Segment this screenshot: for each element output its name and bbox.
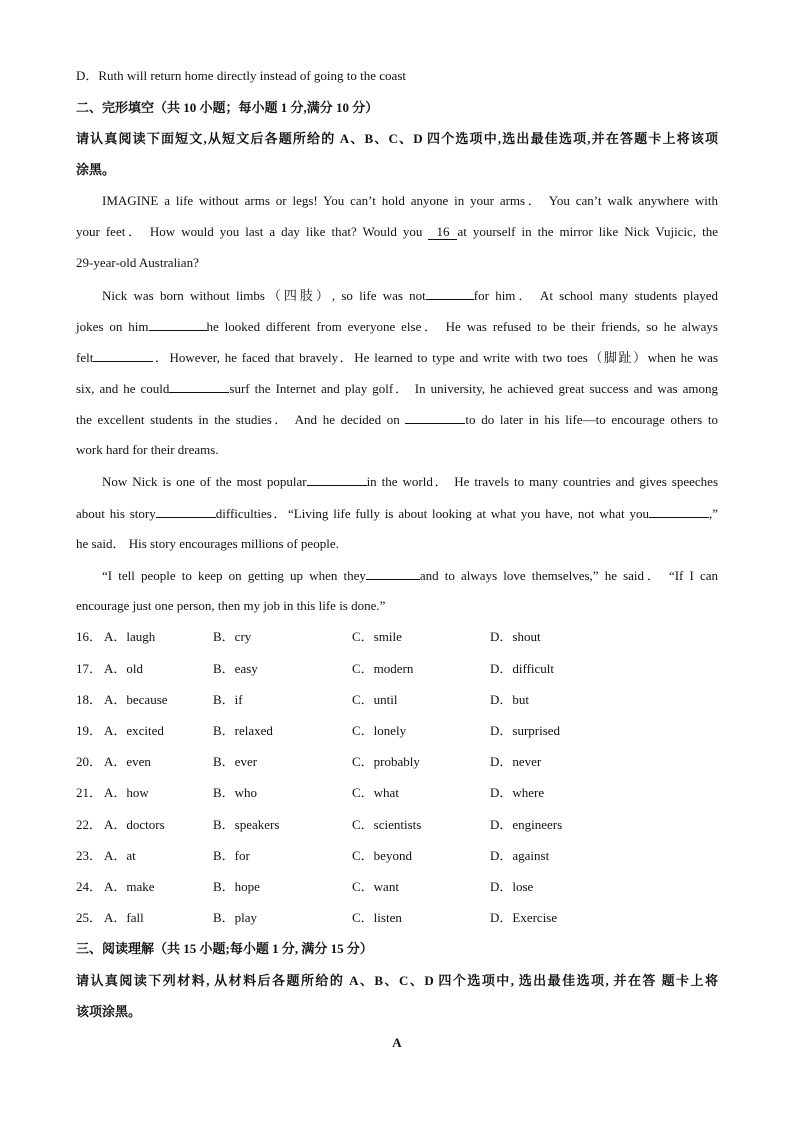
text-span: Now Nick is one of the most popular	[102, 474, 307, 489]
option-a[interactable]: A．even	[104, 754, 151, 769]
blank-19	[93, 349, 153, 362]
blank-23	[156, 505, 216, 518]
question-number: 21．	[76, 785, 103, 800]
section3-heading: 三、阅读理解（共 15 小题;每小题 1 分, 满分 15 分）	[76, 941, 373, 956]
option-c[interactable]: C．want	[352, 879, 399, 894]
option-d[interactable]: D．lose	[490, 879, 534, 894]
question-number: 17．	[76, 661, 103, 676]
text-span: for him． At school many students played	[473, 288, 718, 303]
passage-p2-line4	[76, 380, 718, 396]
section2-instruction: 请认真阅读下面短文,从短文后各题所给的 A、B、C、D 四个选项中,选出最佳选项,并在答题卡上将该项	[76, 131, 718, 146]
option-c[interactable]: C．what	[352, 785, 399, 800]
option-c[interactable]: C．beyond	[352, 848, 412, 863]
blank-24	[649, 505, 709, 518]
section3-instruction: 请认真阅读下列材料, 从材料后各题所给的 A、B、C、D 四个选项中, 选出最佳选项, 并在答 题卡上将	[76, 973, 718, 988]
passage-p1-line3: 29-year-old Australian?	[76, 255, 199, 270]
option-d[interactable]: D．surprised	[490, 723, 561, 738]
option-c[interactable]: C．modern	[352, 661, 414, 676]
text-span: difficulties．“Living life fully is about looking at what you have, not what you	[215, 506, 649, 521]
text-span: surf the Internet and play golf． In university, he achieved great success and was among	[229, 381, 718, 396]
part-a-label: A	[392, 1035, 402, 1050]
passage-p3-line3: he said． His story encourages millions of people.	[76, 536, 339, 551]
blank-17	[426, 287, 474, 300]
option-a[interactable]: A．at	[104, 848, 136, 863]
text-span: at yourself in the mirror like Nick Vujicic, the	[457, 224, 718, 239]
section2-instruction-cont: 涂黑。	[76, 162, 116, 177]
section2-heading: 二、完形填空（共 10 小题；每小题 1 分,满分 10 分）	[76, 100, 379, 115]
passage-p1-line1: IMAGINE a life without arms or legs! You can’t hold anyone in your arms． You can’t walk anywhere with	[102, 193, 718, 208]
option-a[interactable]: A．make	[104, 879, 155, 894]
option-a[interactable]: A．how	[104, 785, 149, 800]
passage-p2-line2	[76, 318, 718, 334]
option-a[interactable]: A．laugh	[104, 629, 156, 644]
option-c[interactable]: C．listen	[352, 910, 402, 925]
text-span: in the world． He travels to many countries and gives speeches	[366, 474, 719, 489]
question-number: 18．	[76, 692, 103, 707]
question-number: 23．	[76, 848, 103, 863]
option-b[interactable]: B．play	[213, 910, 258, 925]
option-a[interactable]: A．excited	[104, 723, 164, 738]
text-span: Nick was born without limbs（四肢）, so life was not	[102, 288, 426, 303]
option-b[interactable]: B．easy	[213, 661, 258, 676]
option-c[interactable]: C．scientists	[352, 817, 422, 832]
option-b[interactable]: B．who	[213, 785, 258, 800]
blank-16: 16	[428, 224, 457, 240]
text-span: ．However, he faced that bravely．He learned to type and write with two toes（脚趾）when he was	[153, 350, 718, 365]
blank-22	[307, 473, 367, 486]
passage-p2-line5	[76, 411, 718, 427]
text-span: he looked different from everyone else． He was refused to be their friends, so he always	[206, 319, 718, 334]
passage-p3-line2	[76, 505, 718, 521]
option-c[interactable]: C．until	[352, 692, 398, 707]
passage-p2-line3	[76, 349, 718, 365]
passage-p1-line2	[76, 224, 718, 240]
option-b[interactable]: B．ever	[213, 754, 258, 769]
question-number: 16．	[76, 629, 103, 644]
text-span: “I tell people to keep on getting up when they	[102, 568, 366, 583]
text-span: to do later in his life—to encourage others to	[465, 412, 718, 427]
option-d[interactable]: D．difficult	[490, 661, 555, 676]
option-a[interactable]: A．because	[104, 692, 168, 707]
passage-p4-line1	[102, 567, 718, 583]
option-d[interactable]: D．but	[490, 692, 530, 707]
option-d[interactable]: D．never	[490, 754, 542, 769]
option-d[interactable]: D．engineers	[490, 817, 563, 832]
blank-21	[405, 411, 465, 424]
question-number: 24．	[76, 879, 103, 894]
option-a[interactable]: A．doctors	[104, 817, 165, 832]
text-span: your feet． How would you last a day like that? Would you	[76, 224, 429, 239]
question-number: 19．	[76, 723, 103, 738]
question-number: 22．	[76, 817, 103, 832]
option-c[interactable]: C．probably	[352, 754, 420, 769]
passage-p2-line6: work hard for their dreams.	[76, 442, 219, 457]
blank-25	[366, 567, 420, 580]
section3-instruction-cont: 该项涂黑。	[76, 1004, 142, 1019]
option-d[interactable]: D．against	[490, 848, 550, 863]
option-b[interactable]: B．hope	[213, 879, 260, 894]
option-c[interactable]: C．lonely	[352, 723, 407, 738]
text-span: ,”	[708, 506, 718, 521]
text-span: and to always love themselves,” he said． “If I can	[419, 568, 719, 583]
option-b[interactable]: B．cry	[213, 629, 252, 644]
option-d[interactable]: D．where	[490, 785, 545, 800]
option-a[interactable]: A．fall	[104, 910, 144, 925]
option-b[interactable]: B．speakers	[213, 817, 280, 832]
option-d[interactable]: D．Exercise	[490, 910, 558, 925]
blank-20	[169, 380, 229, 393]
text-span: the excellent students in the studies． And he decided on	[76, 412, 406, 427]
top-option-d: D．Ruth will return home directly instead of going to the coast	[76, 68, 406, 83]
option-d[interactable]: D．shout	[490, 629, 541, 644]
question-number: 20．	[76, 754, 103, 769]
option-b[interactable]: B．relaxed	[213, 723, 273, 738]
option-a[interactable]: A．old	[104, 661, 144, 676]
text-span: jokes on him	[76, 319, 149, 334]
text-span: six, and he could	[76, 381, 170, 396]
option-b[interactable]: B．if	[213, 692, 243, 707]
option-b[interactable]: B．for	[213, 848, 250, 863]
blank-18	[149, 318, 207, 331]
passage-p2-line1	[102, 287, 718, 303]
text-span: about his story	[76, 506, 156, 521]
passage-p4-line2: encourage just one person, then my job in this life is done.”	[76, 598, 386, 613]
passage-p3-line1	[102, 473, 718, 489]
option-c[interactable]: C．smile	[352, 629, 402, 644]
text-span: felt	[76, 350, 94, 365]
question-number: 25．	[76, 910, 103, 925]
